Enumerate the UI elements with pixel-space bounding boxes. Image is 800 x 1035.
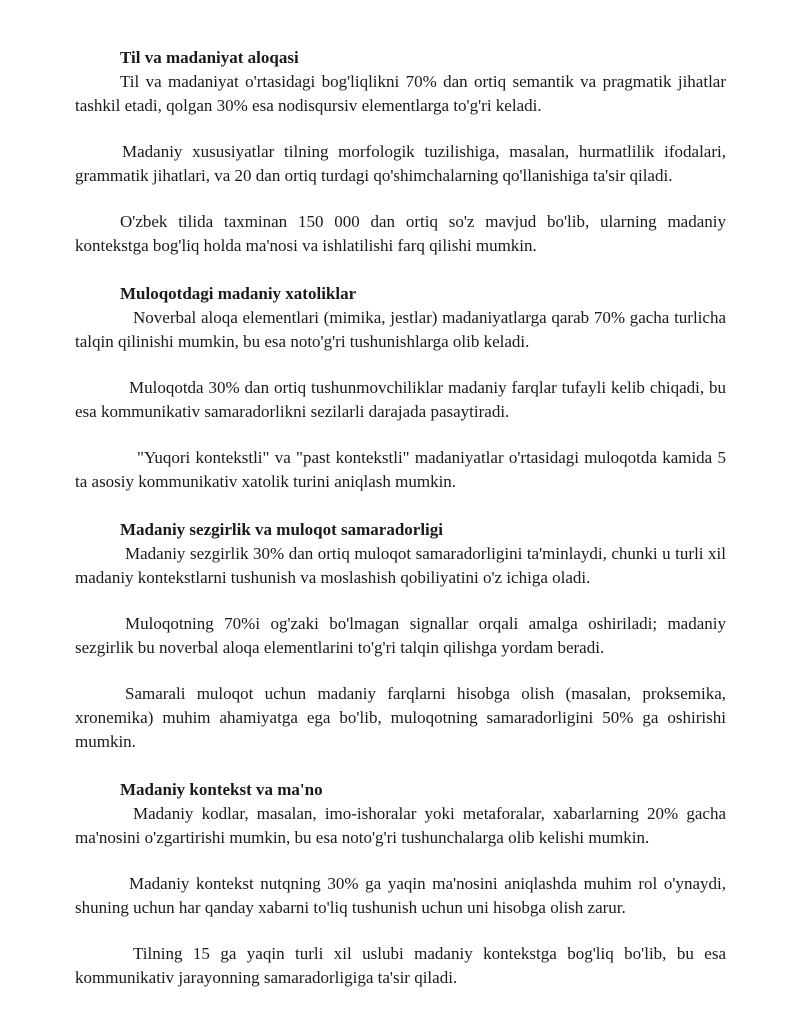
paragraph: Samarali muloqot uchun madaniy farqlarni hisobga olish (masalan, proksemika, xronemika) muhim ahamiyatga ega bo'lib, muloqotning samaradorligini 50% ga oshirishi mumkin. [75, 684, 726, 751]
paragraph: Muloqotning 70%i og'zaki bo'lmagan signallar orqali amalga oshiriladi; madaniy sezgirlik bu noverbal aloqa elementlarini to'g'ri talqin qilishga yordam beradi. [75, 614, 726, 657]
section-heading: Madaniy kontekst va ma'no [120, 780, 323, 799]
paragraph: Madaniy kodlar, masalan, imo-ishoralar yoki metaforalar, xabarlarning 20% gacha ma'nosini o'zgartirishi mumkin, bu esa noto'g'ri tushunchalarga olib kelishi mumkin. [75, 804, 726, 847]
section-cultural-context [75, 778, 726, 990]
paragraph: Madaniy kontekst nutqning 30% ga yaqin ma'nosini aniqlashda muhim rol o'ynaydi, shuning uchun har qanday xabarni to'liq tushunish uchun uni hisobga olish zarur. [75, 874, 726, 917]
section-communication-errors [75, 282, 726, 494]
section-cultural-sensitivity [75, 518, 726, 754]
paragraph: Til va madaniyat o'rtasidagi bog'liqlikni 70% dan ortiq semantik va pragmatik jihatlar tashkil etadi, qolgan 30% esa nodisqursiv elementlarga to'g'ri keladi. [75, 72, 726, 115]
paragraph: O'zbek tilida taxminan 150 000 dan ortiq so'z mavjud bo'lib, ularning madaniy kontekstga bog'liq holda ma'nosi va ishlatilishi farq qilishi mumkin. [75, 212, 726, 255]
paragraph: Tilning 15 ga yaqin turli xil uslubi madaniy kontekstga bog'liq bo'lib, bu esa kommunikativ jarayonning samaradorligiga ta'sir qiladi. [75, 944, 726, 987]
section-language-culture [75, 46, 726, 258]
paragraph: "Yuqori kontekstli" va "past kontekstli" madaniyatlar o'rtasidagi muloqotda kamida 5 ta asosiy kommunikativ xatolik turini aniqlash mumkin. [75, 448, 726, 491]
paragraph: Madaniy sezgirlik 30% dan ortiq muloqot samaradorligini ta'minlaydi, chunki u turli xil madaniy kontekstlarni tushunish va moslashish qobiliyatini o'z ichiga oladi. [75, 544, 726, 587]
paragraph: Noverbal aloqa elementlari (mimika, jestlar) madaniyatlarga qarab 70% gacha turlicha talqin qilinishi mumkin, bu esa noto'g'ri tushunishlarga olib keladi. [75, 308, 726, 351]
paragraph: Madaniy xususiyatlar tilning morfologik tuzilishiga, masalan, hurmatlilik ifodalari, grammatik jihatlari, va 20 dan ortiq turdagi qo'shimchalarning qo'llanishiga ta'sir qiladi. [75, 142, 726, 185]
paragraph: Muloqotda 30% dan ortiq tushunmovchiliklar madaniy farqlar tufayli kelib chiqadi, bu esa kommunikativ samaradorlikni sezilarli darajada pasaytiradi. [75, 378, 726, 421]
document-body [75, 46, 726, 990]
section-heading: Til va madaniyat aloqasi [120, 48, 299, 67]
section-heading: Muloqotdagi madaniy xatoliklar [120, 284, 357, 303]
section-heading: Madaniy sezgirlik va muloqot samaradorligi [120, 520, 443, 539]
